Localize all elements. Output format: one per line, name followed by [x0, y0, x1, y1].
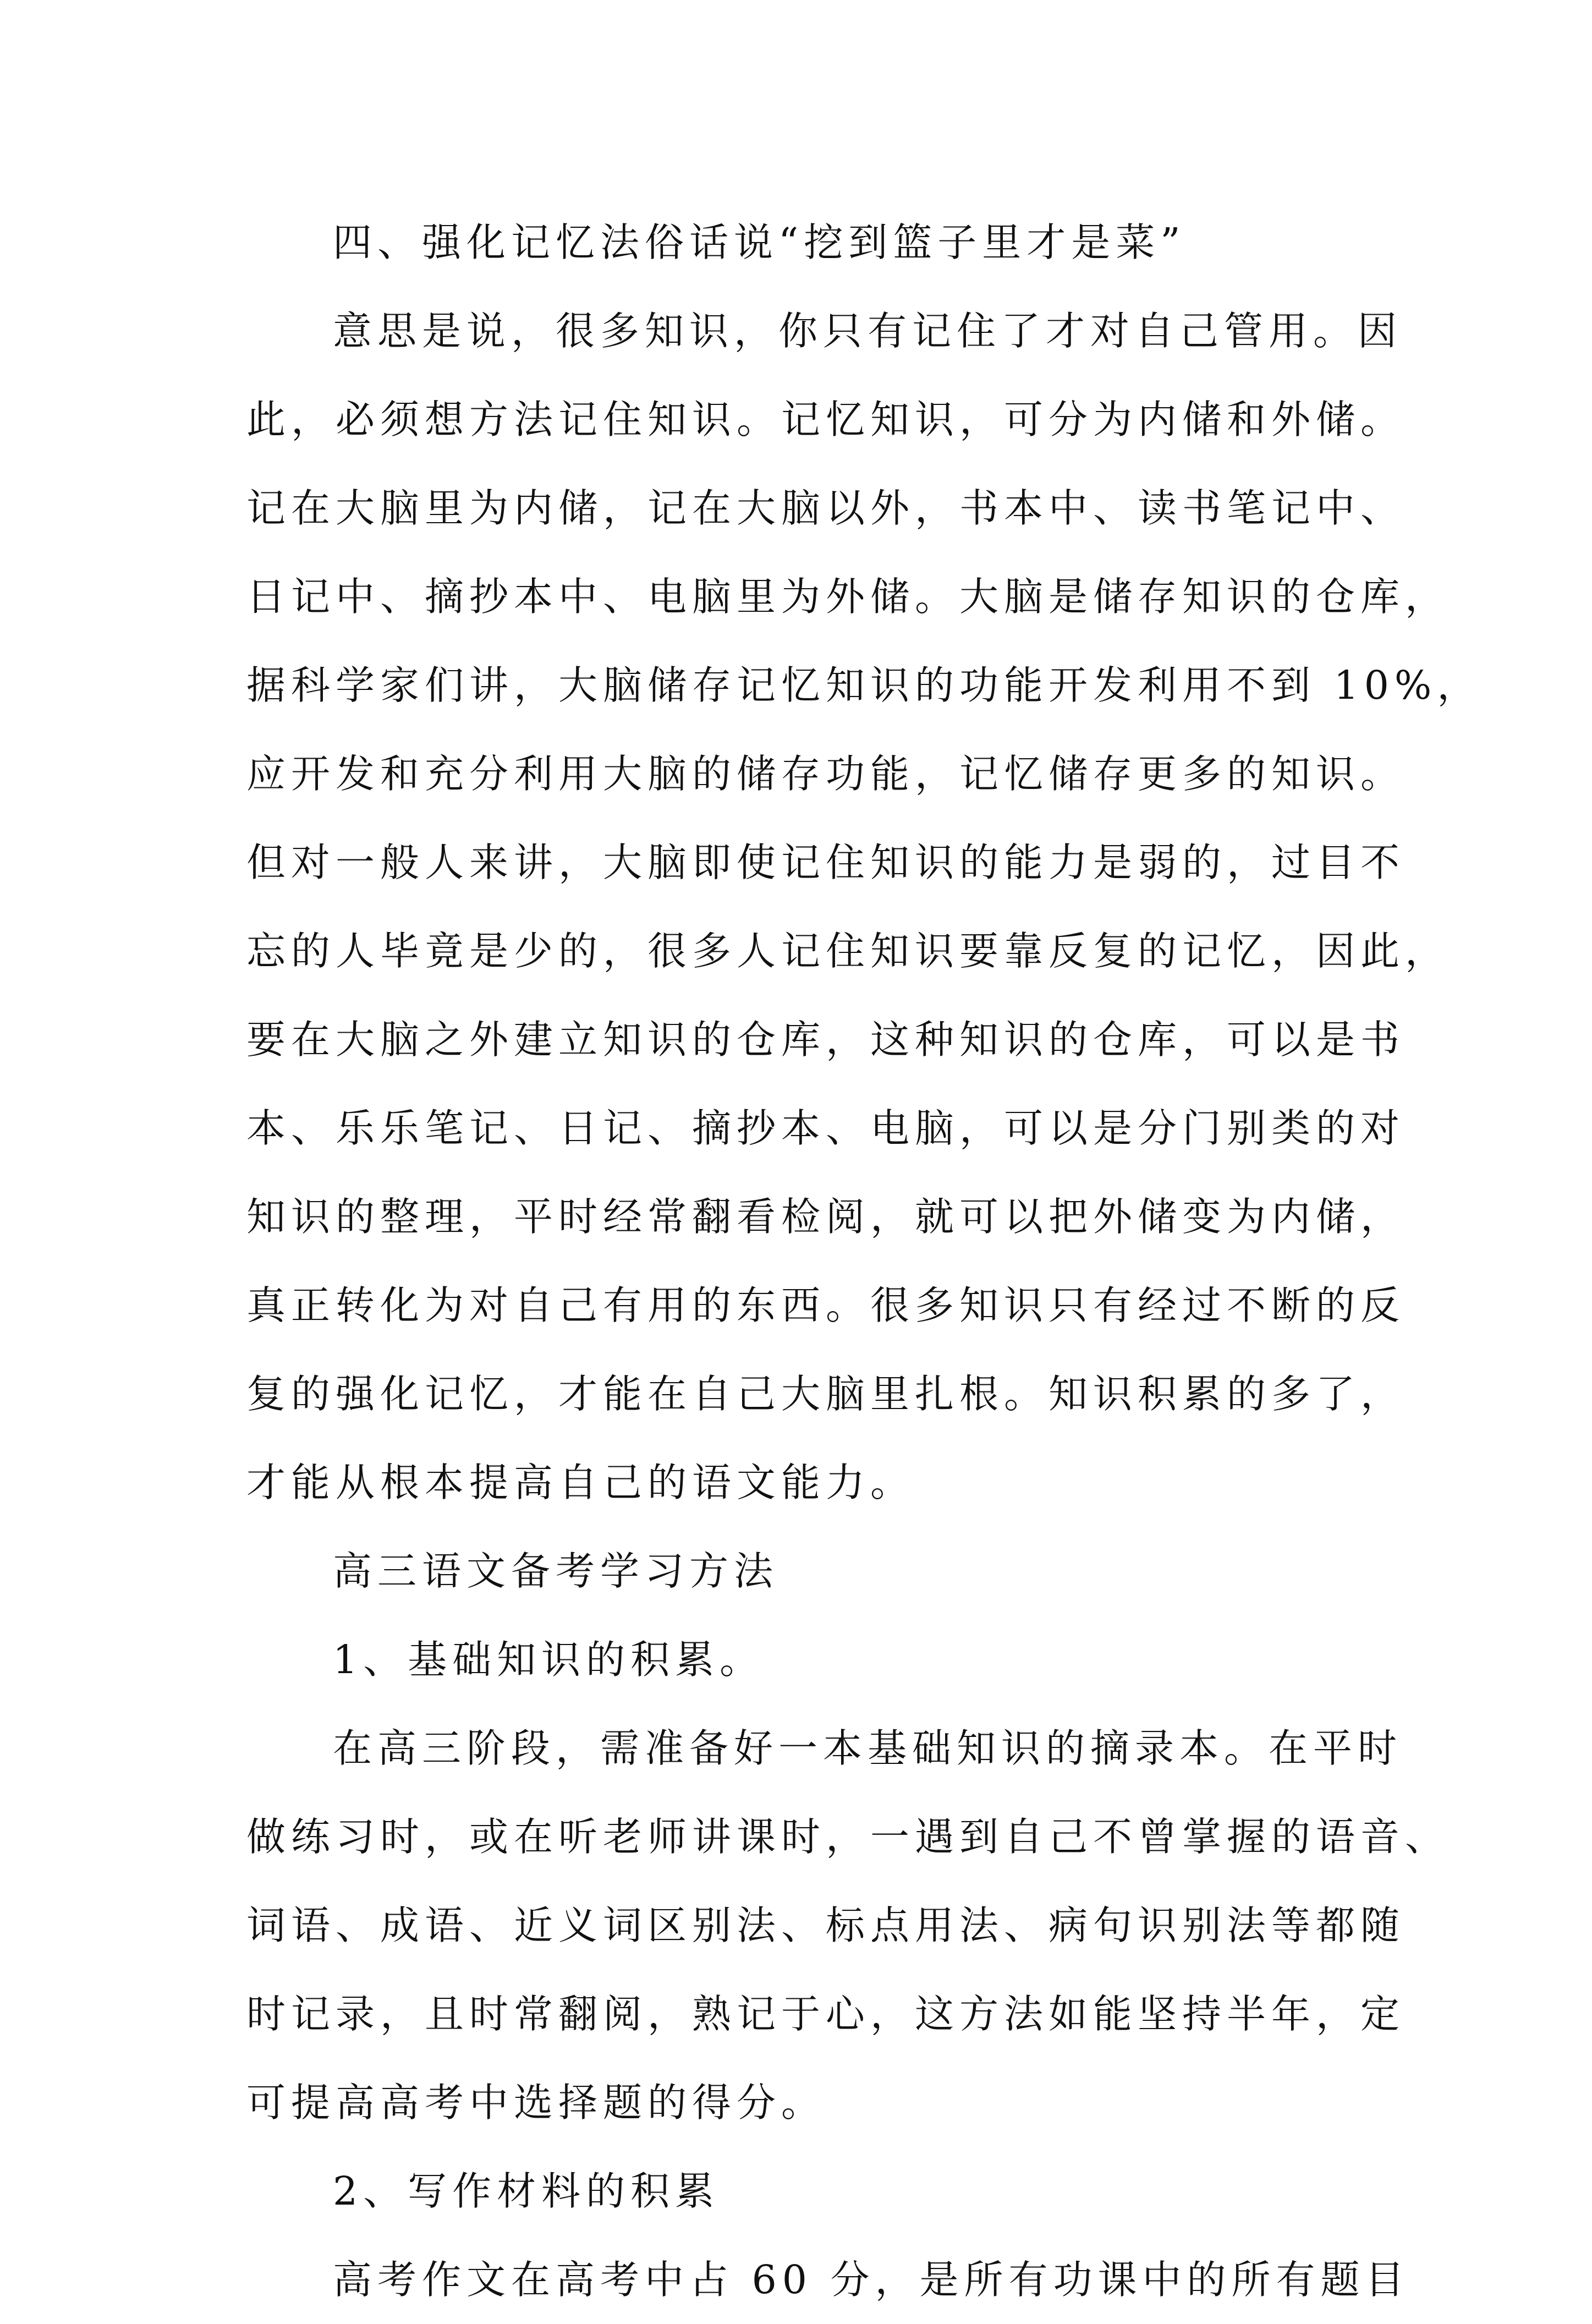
- subheading-basic-knowledge: 1、基础知识的积累。: [333, 1637, 765, 1682]
- paragraph-line: 据科学家们讲，大脑储存记忆知识的功能开发利用不到 10%，: [246, 662, 1482, 708]
- paragraph-line: 此，必须想方法记住知识。记忆知识，可分为内储和外储。: [246, 397, 1406, 442]
- paragraph-line: 高考作文在高考中占 60 分，是所有功课中的所有题目: [333, 2257, 1410, 2303]
- subheading-writing-material: 2、写作材料的积累: [333, 2168, 720, 2214]
- paragraph-line: 可提高高考中选择题的得分。: [246, 2080, 826, 2125]
- paragraph-line: 但对一般人来讲，大脑即使记住知识的能力是弱的，过目不: [246, 840, 1406, 885]
- paragraph-line: 做练习时，或在听老师讲课时，一遇到自己不曾掌握的语音、: [246, 1814, 1450, 1860]
- paragraph-line: 复的强化记忆，才能在自己大脑里扎根。知识积累的多了，: [246, 1371, 1406, 1417]
- paragraph-line: 记在大脑里为内储，记在大脑以外，书本中、读书笔记中、: [246, 485, 1406, 531]
- paragraph-line: 忘的人毕竟是少的，很多人记住知识要靠反复的记忆，因此，: [246, 928, 1450, 974]
- paragraph-line: 要在大脑之外建立知识的仓库，这种知识的仓库，可以是书: [246, 1017, 1406, 1062]
- paragraph-line: 才能从根本提高自己的语文能力。: [246, 1460, 915, 1505]
- paragraph-line: 词语、成语、近义词区别法、标点用法、病句识别法等都随: [246, 1903, 1406, 1948]
- paragraph-line: 知识的整理，平时经常翻看检阅，就可以把外储变为内储，: [246, 1194, 1406, 1240]
- paragraph-line: 意思是说，很多知识，你只有记住了才对自己管用。因: [333, 308, 1403, 354]
- paragraph-line: 应开发和充分利用大脑的储存功能，记忆储存更多的知识。: [246, 751, 1406, 797]
- paragraph-line: 日记中、摘抄本中、电脑里为外储。大脑是储存知识的仓库，: [246, 574, 1450, 620]
- paragraph-line: 真正转化为对自己有用的东西。很多知识只有经过不断的反: [246, 1282, 1406, 1328]
- section-heading-memory: 四、强化记忆法俗话说“挖到篮子里才是菜”: [333, 220, 1186, 265]
- paragraph-line: 本、乐乐笔记、日记、摘抄本、电脑，可以是分门别类的对: [246, 1105, 1406, 1151]
- document-body: [246, 198, 1482, 2324]
- paragraph-line: 在高三阶段，需准备好一本基础知识的摘录本。在平时: [333, 1725, 1403, 1771]
- section-heading-study-methods: 高三语文备考学习方法: [333, 1548, 779, 1594]
- paragraph-line: 时记录，且时常翻阅，熟记于心，这方法如能坚持半年，定: [246, 1991, 1406, 2037]
